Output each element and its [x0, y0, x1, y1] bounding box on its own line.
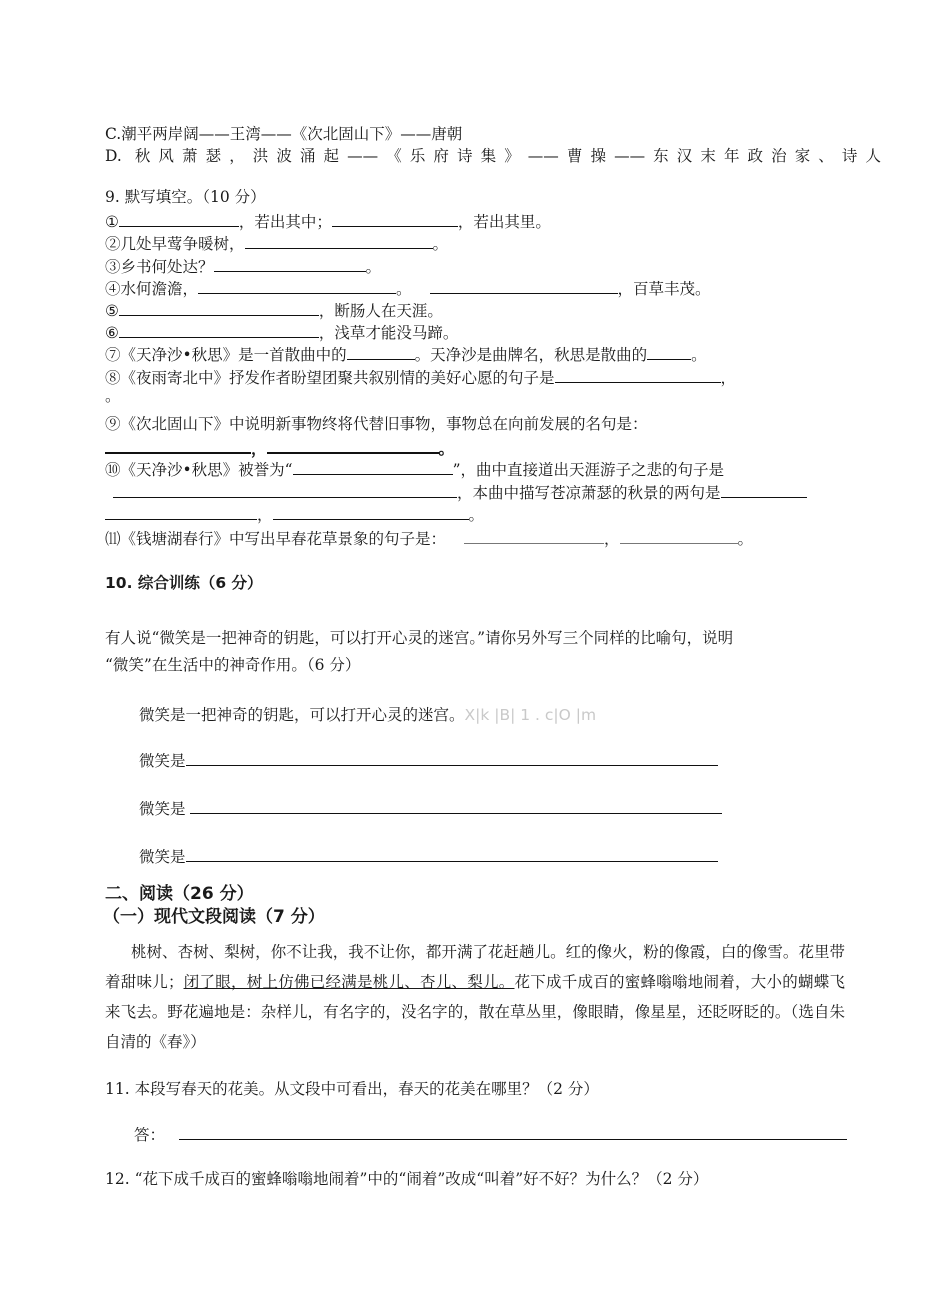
q9-l7-mid: 。天净沙是曲牌名，秋思是散曲的 — [414, 346, 648, 364]
option-c: C.潮平两岸阔——王湾——《次北固山下》——唐朝 — [105, 125, 463, 143]
answer-line[interactable] — [190, 798, 722, 814]
fill-blank[interactable] — [113, 482, 457, 498]
q11-title: 11. 本段写春天的花美。从文段中可看出，春天的花美在哪里？（2 分） — [105, 1080, 599, 1098]
watermark: X|k |B| 1 . c|O |m — [464, 706, 597, 724]
q9-l1-end: ，若出其里。 — [457, 213, 551, 231]
q9-l2-text: ②几处早莺争暖树， — [105, 235, 245, 253]
q9-l3-end: 。 — [365, 258, 382, 276]
q9-l6-prefix: ⑥ — [105, 324, 119, 342]
fill-blank[interactable] — [105, 504, 257, 520]
q9-l2-end: 。 — [432, 235, 449, 253]
q9-line-2 — [105, 233, 448, 254]
q9-l1-mid: ，若出其中； — [238, 213, 332, 231]
q9-l7-end: 。 — [691, 346, 707, 364]
q9-l10-mid: ”，曲中直接道出天涯游子之悲的句子是 — [452, 461, 725, 479]
q9-l8-dot: 。 — [105, 387, 121, 405]
fill-blank[interactable] — [464, 528, 604, 544]
fill-blank[interactable] — [332, 211, 458, 227]
q10-answer-2 — [139, 798, 722, 819]
q9-l10-b-mid: ，本曲中描写苍凉萧瑟的秋景的两句是 — [457, 484, 721, 502]
q9-l4-text: ④水何澹澹， — [105, 280, 199, 298]
q9-line-10a — [105, 459, 724, 480]
q9-l11-text: ⑾《钱塘湖春行》中写出早春花草景象的句子是： — [105, 530, 447, 548]
q9-l11-end: 。 — [737, 530, 754, 548]
q10-answer-1 — [139, 750, 718, 771]
q9-line-11 — [105, 528, 753, 549]
q9-line-1 — [105, 211, 551, 232]
fill-blank[interactable] — [105, 437, 251, 454]
q10-example-text: 微笑是一把神奇的钥匙，可以打开心灵的迷宫。 — [139, 706, 465, 724]
fill-blank[interactable] — [721, 482, 807, 498]
q10-answer-3 — [139, 846, 718, 867]
q9-line-4 — [105, 278, 711, 299]
q9-l6-end: ，浅草才能没马蹄。 — [318, 324, 459, 342]
q9-line-10b — [105, 482, 807, 503]
q9-l11-comma: ， — [604, 530, 620, 548]
q9-l7-text: ⑦《天净沙•秋思》是一首散曲中的 — [105, 346, 347, 364]
fill-blank[interactable] — [430, 278, 618, 294]
fill-blank[interactable] — [119, 322, 319, 338]
q9-l5-end: ，断肠人在天涯。 — [318, 302, 443, 320]
q9-l9-comma: ， — [251, 439, 267, 458]
option-d: D. 秋风萧瑟，洪波涌起——《乐府诗集》——曹操——东汉末年政治家、诗人 — [105, 147, 881, 165]
fill-blank[interactable] — [273, 504, 469, 520]
q12-title: 12. “花下成千成百的蜜蜂嗡嗡地闹着”中的“闹着”改成“叫着”好不好？为什么？（2 分） — [105, 1170, 709, 1188]
passage-part-1: 桃树、杏树、梨树，你不让我，我不让你，都开满了花赶趟儿。红的像火，粉的像霞，白的像雪。花里带着甜味儿； — [105, 943, 845, 991]
fill-blank[interactable] — [620, 528, 738, 544]
passage-underlined: 闭了眼，树上仿佛已经满是桃儿、杏儿、梨儿。 — [183, 973, 515, 991]
fill-blank[interactable] — [347, 344, 415, 360]
q9-l8-text: ⑧《夜雨寄北中》抒发作者盼望团聚共叙别情的美好心愿的句子是 — [105, 369, 555, 387]
q9-l5-prefix: ⑤ — [105, 302, 119, 320]
fill-blank[interactable] — [647, 344, 691, 360]
q9-l9-end: 。 — [438, 439, 455, 458]
q9-line-6 — [105, 322, 458, 343]
fill-blank[interactable] — [555, 367, 721, 383]
fill-blank[interactable] — [214, 256, 366, 272]
q10-answer-prefix: 微笑是 — [139, 752, 186, 770]
q10-example — [139, 705, 596, 725]
q9-title: 9. 默写填空。（10 分） — [105, 188, 266, 206]
q9-l4-end: ，百草丰茂。 — [617, 280, 711, 298]
answer-line[interactable] — [179, 1124, 847, 1140]
q9-line-3 — [105, 256, 381, 277]
q10-prompt-1: 有人说“微笑是一把神奇的钥匙，可以打开心灵的迷宫。”请你另外写三个同样的比喻句，说明 — [105, 629, 734, 647]
q9-line-10c — [105, 504, 484, 525]
q9-l4-mid: 。 — [396, 280, 412, 298]
fill-blank[interactable] — [119, 211, 239, 227]
reading-passage — [105, 937, 845, 1057]
q9-l8-end: ， — [720, 369, 737, 387]
q9-l3-text: ③乡书何处达？ — [105, 258, 214, 276]
fill-blank[interactable] — [293, 459, 453, 475]
q9-l10-c-comma: ， — [257, 506, 273, 524]
answer-line[interactable] — [186, 846, 718, 862]
q11-answer — [134, 1124, 847, 1145]
q9-l1-prefix: ① — [105, 213, 119, 231]
section-title: 二、阅读（26 分） — [105, 884, 254, 904]
q10-title: 10. 综合训练（6 分） — [105, 574, 263, 592]
q11-answer-label: 答： — [134, 1126, 166, 1144]
fill-blank[interactable] — [119, 300, 319, 316]
fill-blank[interactable] — [198, 278, 396, 294]
section-subtitle: （一）现代文段阅读（7 分） — [103, 907, 325, 927]
q9-line-9-blanks — [105, 437, 454, 459]
q10-prompt-2: “微笑”在生活中的神奇作用。（6 分） — [105, 656, 361, 674]
q9-line-8 — [105, 367, 883, 388]
fill-blank[interactable] — [245, 233, 433, 249]
passage-part-2: 花下成千成百的蜜蜂嗡嗡地闹着，大小的蝴蝶飞来飞去。野花遍地是：杂样儿，有名字的，没名字的，散在草丛里，像眼睛，像星星，还眨呀眨的。（选自朱自清的《春》） — [105, 973, 845, 1051]
q10-answer-prefix: 微笑是 — [139, 800, 191, 818]
q9-line-5 — [105, 300, 443, 321]
q9-l9-text: ⑨《次北固山下》中说明新事物终将代替旧事物，事物总在向前发展的名句是： — [105, 415, 648, 433]
q9-l10-c-end: 。 — [468, 506, 485, 524]
q9-line-7 — [105, 344, 707, 365]
fill-blank[interactable] — [267, 437, 439, 454]
q10-answer-prefix: 微笑是 — [139, 848, 186, 866]
answer-line[interactable] — [186, 750, 718, 766]
q9-l10-text: ⑩《天净沙•秋思》被誉为“ — [105, 461, 293, 479]
